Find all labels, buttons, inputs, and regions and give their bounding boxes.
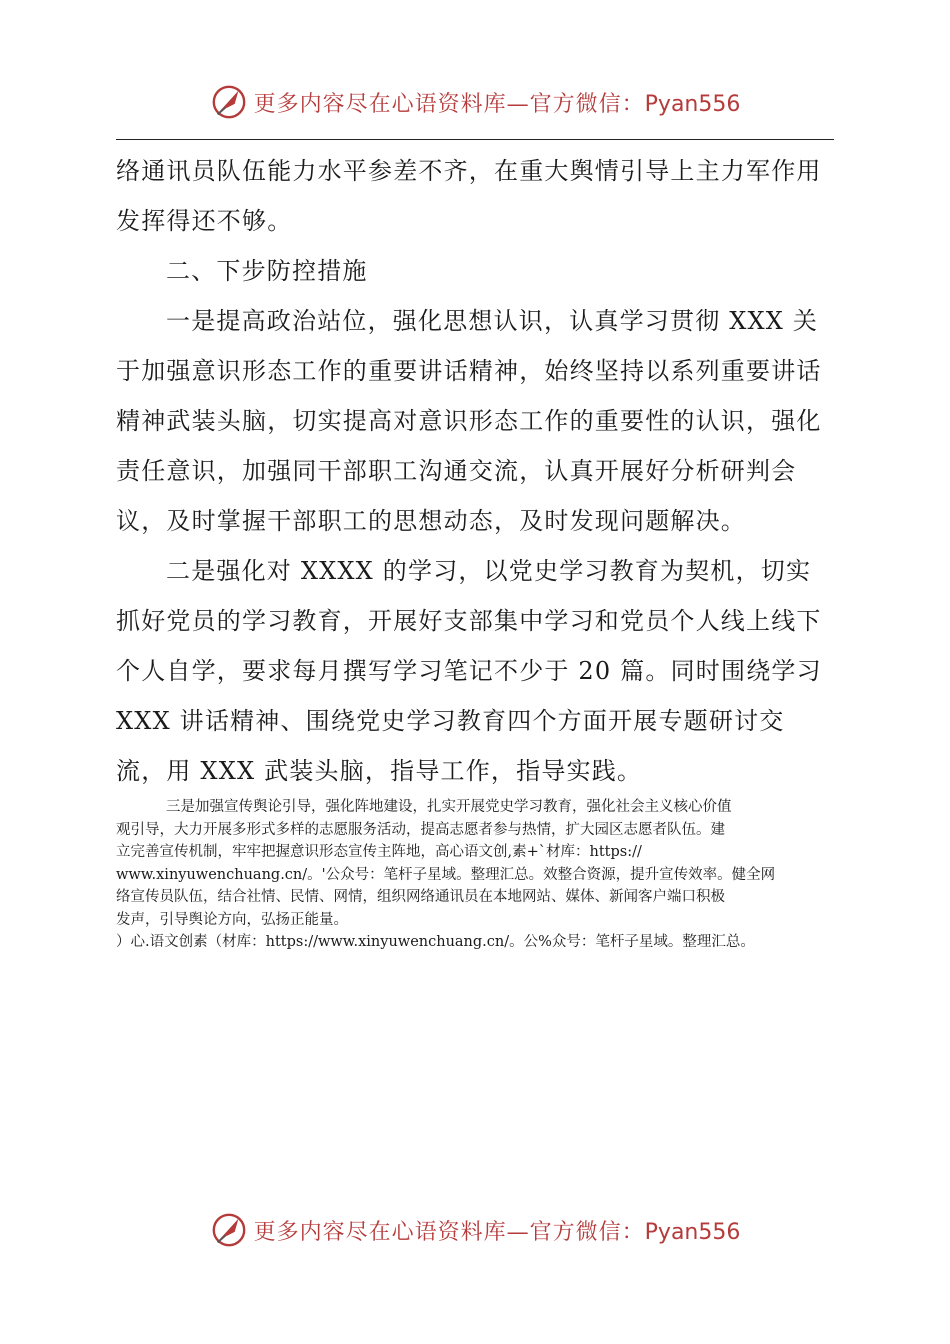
footer-banner-text: 更多内容尽在心语资料库—官方微信：Pyan556 xyxy=(253,1219,741,1245)
text-line: 观引导，大力开展多形式多样的志愿服务活动，提高志愿者参与热情，扩大园区志愿者队伍。建 xyxy=(116,821,725,838)
text-line: 责任意识，加强同干部职工沟通交流，认真开展好分析研判会 xyxy=(116,457,797,485)
text-line: 络宣传员队伍，结合社情、民情、网情，组织网络通讯员在本地网站、媒体、新闻客户端口积极 xyxy=(116,889,725,905)
text-line: 发声，引导舆论方向，弘扬正能量。 xyxy=(116,911,348,928)
text-line: 于加强意识形态工作的重要讲话精神，始终坚持以系列重要讲话 xyxy=(116,357,822,385)
text-line: 三是加强宣传舆论引导，强化阵地建设，扎实开展党史学习教育，强化社会主义核心价值 xyxy=(166,799,732,815)
text-line: 二是强化对 XXXX 的学习，以党史学习教育为契机，切实 xyxy=(166,557,812,585)
header-banner xyxy=(0,82,950,122)
text-line: 议，及时掌握干部职工的思想动态，及时发现问题解决。 xyxy=(116,507,746,535)
text-line: 发挥得还不够。 xyxy=(116,207,293,235)
paragraph-measure-1 xyxy=(116,296,836,546)
paragraph-measure-2 xyxy=(116,546,836,796)
heading-text: 二、下步防控措施 xyxy=(166,257,368,285)
text-line: www.xinyuwenchuang.cn/。'公众号：笔杆子星域。整理汇总。效整合资源，提升宣传效率。健全网 xyxy=(116,866,776,883)
quill-logo-icon xyxy=(210,1211,248,1249)
text-line: 立完善宣传机制，牢牢把握意识形态宣传主阵地，高心语文创,素+`材库：https:// xyxy=(116,844,642,860)
text-line: 精神武装头脑，切实提高对意识形态工作的重要性的认识，强化 xyxy=(116,407,822,435)
footer-banner xyxy=(0,1210,950,1250)
quill-logo-icon xyxy=(210,83,248,121)
text-line: 络通讯员队伍能力水平参差不齐，在重大舆情引导上主力军作用 xyxy=(116,157,822,185)
paragraph-measure-3 xyxy=(116,796,836,931)
document-body xyxy=(116,146,836,796)
paragraph-continued xyxy=(116,146,836,246)
text-line: 个人自学，要求每月撰写学习笔记不少于 20 篇。同时围绕学习 xyxy=(116,657,822,685)
header-divider xyxy=(116,139,834,140)
text-line: ）心.语文创素（材库：https://www.xinyuwenchuang.cn/。公%众号：笔杆子星域。整理汇总。 xyxy=(116,934,755,950)
text-line: 流，用 XXX 武装头脑，指导工作，指导实践。 xyxy=(116,757,643,785)
source-note xyxy=(116,931,836,954)
text-line: XXX 讲话精神、围绕党史学习教育四个方面开展专题研讨交 xyxy=(116,707,785,735)
header-banner-text: 更多内容尽在心语资料库—官方微信：Pyan556 xyxy=(253,91,741,117)
text-line: 一是提高政治站位，强化思想认识，认真学习贯彻 XXX 关 xyxy=(166,307,819,335)
section-heading xyxy=(116,246,836,296)
header-wechat-id: Pyan556 xyxy=(644,91,741,117)
footer-wechat-id: Pyan556 xyxy=(644,1219,741,1245)
text-line: 抓好党员的学习教育，开展好支部集中学习和党员个人线上线下 xyxy=(116,607,822,635)
small-text-block xyxy=(116,796,836,954)
